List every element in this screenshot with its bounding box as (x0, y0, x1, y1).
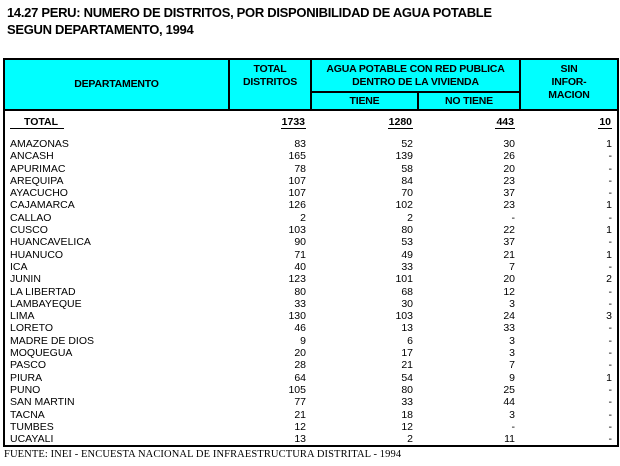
table-row (4, 310, 618, 322)
no-tiene-cell: 20 (503, 273, 515, 286)
table-row (4, 433, 618, 446)
sin-informacion-cell: 1 (606, 199, 612, 212)
tiene-cell: 54 (401, 371, 413, 384)
sin-informacion-cell: - (608, 150, 612, 163)
no-tiene-cell: 44 (503, 396, 515, 409)
table-row (4, 261, 618, 273)
table-row (4, 249, 618, 261)
table-row (4, 150, 618, 162)
total-distritos-cell: 20 (294, 347, 306, 360)
col-header-agua-line2: DENTRO DE LA VIVIENDA (352, 76, 479, 88)
no-tiene-cell: 21 (503, 248, 515, 261)
total-sin-value: 10 (599, 115, 611, 128)
sin-informacion-cell: - (608, 383, 612, 396)
no-tiene-cell: 30 (503, 138, 515, 150)
total-distritos-cell: 123 (288, 273, 306, 286)
tiene-cell: 102 (395, 199, 413, 212)
tiene-cell (311, 110, 418, 133)
no-tiene-cell: 22 (503, 224, 515, 237)
department-cell: PASCO (10, 359, 46, 372)
department-cell: LORETO (10, 322, 53, 335)
total-distritos-cell: 9 (300, 334, 306, 347)
tiene-cell: 21 (401, 359, 413, 372)
total-label-cell (4, 110, 229, 133)
sin-informacion-cell: - (608, 347, 612, 360)
page-title-line2: SEGUN DEPARTAMENTO, 1994 (7, 21, 194, 37)
table-row (4, 384, 618, 396)
department-cell: LAMBAYEQUE (10, 297, 82, 310)
col-header-sin-informacion (520, 59, 618, 110)
table-row (4, 396, 618, 408)
col-header-agua-line1: AGUA POTABLE CON RED PUBLICA (326, 63, 505, 75)
no-tiene-cell: 37 (503, 236, 515, 249)
total-distritos-cell: 28 (294, 359, 306, 372)
tiene-cell: 12 (401, 420, 413, 433)
no-tiene-cell: - (511, 420, 515, 433)
sin-informacion-cell: - (608, 174, 612, 187)
department-cell: PUNO (10, 383, 41, 396)
tiene-cell: 101 (395, 273, 413, 286)
tiene-cell: 53 (401, 236, 413, 249)
total-distritos-cell: 105 (288, 383, 306, 396)
no-tiene-cell: 9 (509, 371, 515, 384)
col-header-total-line1: TOTAL (253, 63, 287, 75)
total-distritos-cell: 130 (288, 310, 306, 323)
department-cell: AMAZONAS (10, 138, 69, 150)
col-header-departamento: DEPARTAMENTO (4, 59, 229, 110)
no-tiene-cell: 24 (503, 310, 515, 323)
no-tiene-cell: 26 (503, 150, 515, 163)
total-distritos-cell: 12 (294, 420, 306, 433)
total-distritos-cell: 13 (294, 433, 306, 446)
department-cell: ICA (10, 260, 28, 273)
col-header-sin-line3: MACION (548, 89, 590, 101)
department-cell: TACNA (10, 408, 45, 421)
department-cell: LIMA (10, 310, 35, 323)
total-row (4, 110, 618, 133)
total-distritos-cell: 103 (288, 224, 306, 237)
department-cell: TUMBES (10, 420, 54, 433)
department-cell: LA LIBERTAD (10, 285, 76, 298)
no-tiene-cell: 7 (509, 359, 515, 372)
department-cell: AREQUIPA (10, 174, 64, 187)
sin-informacion-cell: - (608, 408, 612, 421)
tiene-cell: 70 (401, 187, 413, 200)
no-tiene-cell: - (511, 211, 515, 224)
department-cell: ANCASH (10, 150, 54, 163)
no-tiene-cell: 23 (503, 199, 515, 212)
tiene-cell: 58 (401, 162, 413, 175)
table-row (4, 409, 618, 421)
source-note: FUENTE: INEI - ENCUESTA NACIONAL DE INFRAESTRUCTURA DISTRITAL - 1994 (4, 449, 402, 460)
tiene-cell: 68 (401, 285, 413, 298)
table-header (4, 59, 618, 110)
tiene-cell: 2 (407, 433, 413, 446)
no-tiene-cell: 3 (509, 334, 515, 347)
col-header-total-line2: DISTRITOS (242, 76, 297, 88)
total-distritos-cell: 90 (294, 236, 306, 249)
tiene-cell: 80 (401, 224, 413, 237)
sin-informacion-cell: - (608, 236, 612, 249)
total-distritos-cell: 21 (294, 408, 306, 421)
no-tiene-cell: 3 (509, 347, 515, 360)
total-distritos-cell: 33 (294, 297, 306, 310)
no-tiene-cell: 7 (509, 260, 515, 273)
sin-informacion-cell: - (608, 420, 612, 433)
sin-informacion-cell: - (608, 211, 612, 224)
table-row (4, 273, 618, 285)
table-row (4, 359, 618, 371)
tiene-cell: 80 (401, 383, 413, 396)
table-row (4, 286, 618, 298)
total-distritos-cell: 165 (288, 150, 306, 163)
no-tiene-cell: 3 (509, 408, 515, 421)
total-label: TOTAL (10, 117, 64, 129)
no-tiene-cell: 20 (503, 162, 515, 175)
col-header-agua-potable-group (311, 59, 520, 92)
sin-informacion-cell: - (608, 297, 612, 310)
table-row (4, 224, 618, 236)
total-distritos-cell: 78 (294, 162, 306, 175)
sin-informacion-cell: 3 (606, 310, 612, 323)
total-distritos-cell: 2 (300, 211, 306, 224)
sin-informacion-cell: 2 (606, 273, 612, 286)
districts-water-table (3, 58, 619, 447)
total-distritos-cell: 40 (294, 260, 306, 273)
department-cell: SAN MARTIN (10, 396, 75, 409)
no-tiene-cell (418, 110, 520, 133)
table-row (4, 163, 618, 175)
tiene-cell: 13 (401, 322, 413, 335)
department-cell: HUANUCO (10, 248, 64, 261)
department-cell: CUSCO (10, 224, 48, 237)
tiene-cell: 2 (407, 211, 413, 224)
department-cell: AYACUCHO (10, 187, 68, 200)
table-row (4, 372, 618, 384)
department-cell: JUNIN (10, 273, 41, 286)
total-distritos-cell: 64 (294, 371, 306, 384)
col-header-no-tiene: NO TIENE (418, 92, 520, 110)
department-cell: CAJAMARCA (10, 199, 75, 212)
tiene-cell: 6 (407, 334, 413, 347)
total-no-tiene-value: 443 (496, 115, 514, 128)
sin-informacion-cell: - (608, 285, 612, 298)
table-row (4, 347, 618, 359)
col-header-sin-line2: INFOR- (551, 76, 587, 88)
tiene-cell: 52 (401, 138, 413, 150)
total-distritos-cell (229, 110, 311, 133)
col-header-sin-line1: SIN (560, 63, 578, 75)
total-distritos-cell: 107 (288, 187, 306, 200)
table-row (4, 187, 618, 199)
no-tiene-cell: 12 (503, 285, 515, 298)
sin-informacion-cell: - (608, 162, 612, 175)
sin-informacion-cell: - (608, 359, 612, 372)
department-cell: CALLAO (10, 211, 52, 224)
sin-informacion-cell: 1 (606, 248, 612, 261)
department-cell: PIURA (10, 371, 43, 384)
sin-informacion-cell: 1 (606, 138, 612, 150)
page-title-line1: 14.27 PERU: NUMERO DE DISTRITOS, POR DISPONIBILIDAD DE AGUA POTABLE (7, 5, 492, 20)
no-tiene-cell: 23 (503, 174, 515, 187)
department-cell: APURIMAC (10, 162, 66, 175)
no-tiene-cell: 25 (503, 383, 515, 396)
sin-informacion-cell: - (608, 433, 612, 446)
col-header-total-distritos (229, 59, 311, 110)
total-distritos-cell: 71 (294, 248, 306, 261)
tiene-cell: 49 (401, 248, 413, 261)
sin-informacion-cell: 1 (606, 371, 612, 384)
table-row (4, 322, 618, 334)
department-cell: MADRE DE DIOS (10, 334, 95, 347)
table-row (4, 335, 618, 347)
tiene-cell: 103 (395, 310, 413, 323)
department-cell: MOQUEGUA (10, 347, 73, 360)
table-row (4, 212, 618, 224)
sin-informacion-cell: - (608, 260, 612, 273)
sin-informacion-cell: 1 (606, 224, 612, 237)
tiene-cell: 17 (401, 347, 413, 360)
table-row (4, 175, 618, 187)
tiene-cell: 33 (401, 396, 413, 409)
sin-informacion-cell: - (608, 187, 612, 200)
no-tiene-cell: 11 (504, 433, 515, 446)
table-row (4, 138, 618, 150)
department-cell: UCAYALI (10, 433, 54, 446)
sin-informacion-cell: - (608, 322, 612, 335)
total-tiene-value: 1280 (388, 115, 412, 128)
table-row (4, 298, 618, 310)
tiene-cell: 33 (401, 260, 413, 273)
no-tiene-cell: 3 (509, 297, 515, 310)
tiene-cell: 84 (401, 174, 413, 187)
table-body (4, 110, 618, 446)
total-distritos-cell: 80 (294, 285, 306, 298)
table-row (4, 199, 618, 211)
page-title (7, 5, 492, 38)
total-distritos-cell: 77 (294, 396, 306, 409)
no-tiene-cell: 33 (503, 322, 515, 335)
sin-informacion-cell: - (608, 396, 612, 409)
total-distritos-cell: 126 (288, 199, 306, 212)
no-tiene-cell: 37 (503, 187, 515, 200)
total-distritos-cell: 107 (288, 174, 306, 187)
tiene-cell: 139 (395, 150, 413, 163)
tiene-cell: 30 (401, 297, 413, 310)
total-distritos-cell: 46 (294, 322, 306, 335)
col-header-tiene: TIENE (311, 92, 418, 110)
department-cell: HUANCAVELICA (10, 236, 91, 249)
table-row (4, 236, 618, 248)
table-row (4, 421, 618, 433)
tiene-cell: 18 (401, 408, 413, 421)
total-distritos-value: 1733 (281, 115, 305, 128)
total-distritos-cell: 83 (294, 138, 306, 150)
sin-informacion-cell (520, 110, 618, 133)
sin-informacion-cell: - (608, 334, 612, 347)
